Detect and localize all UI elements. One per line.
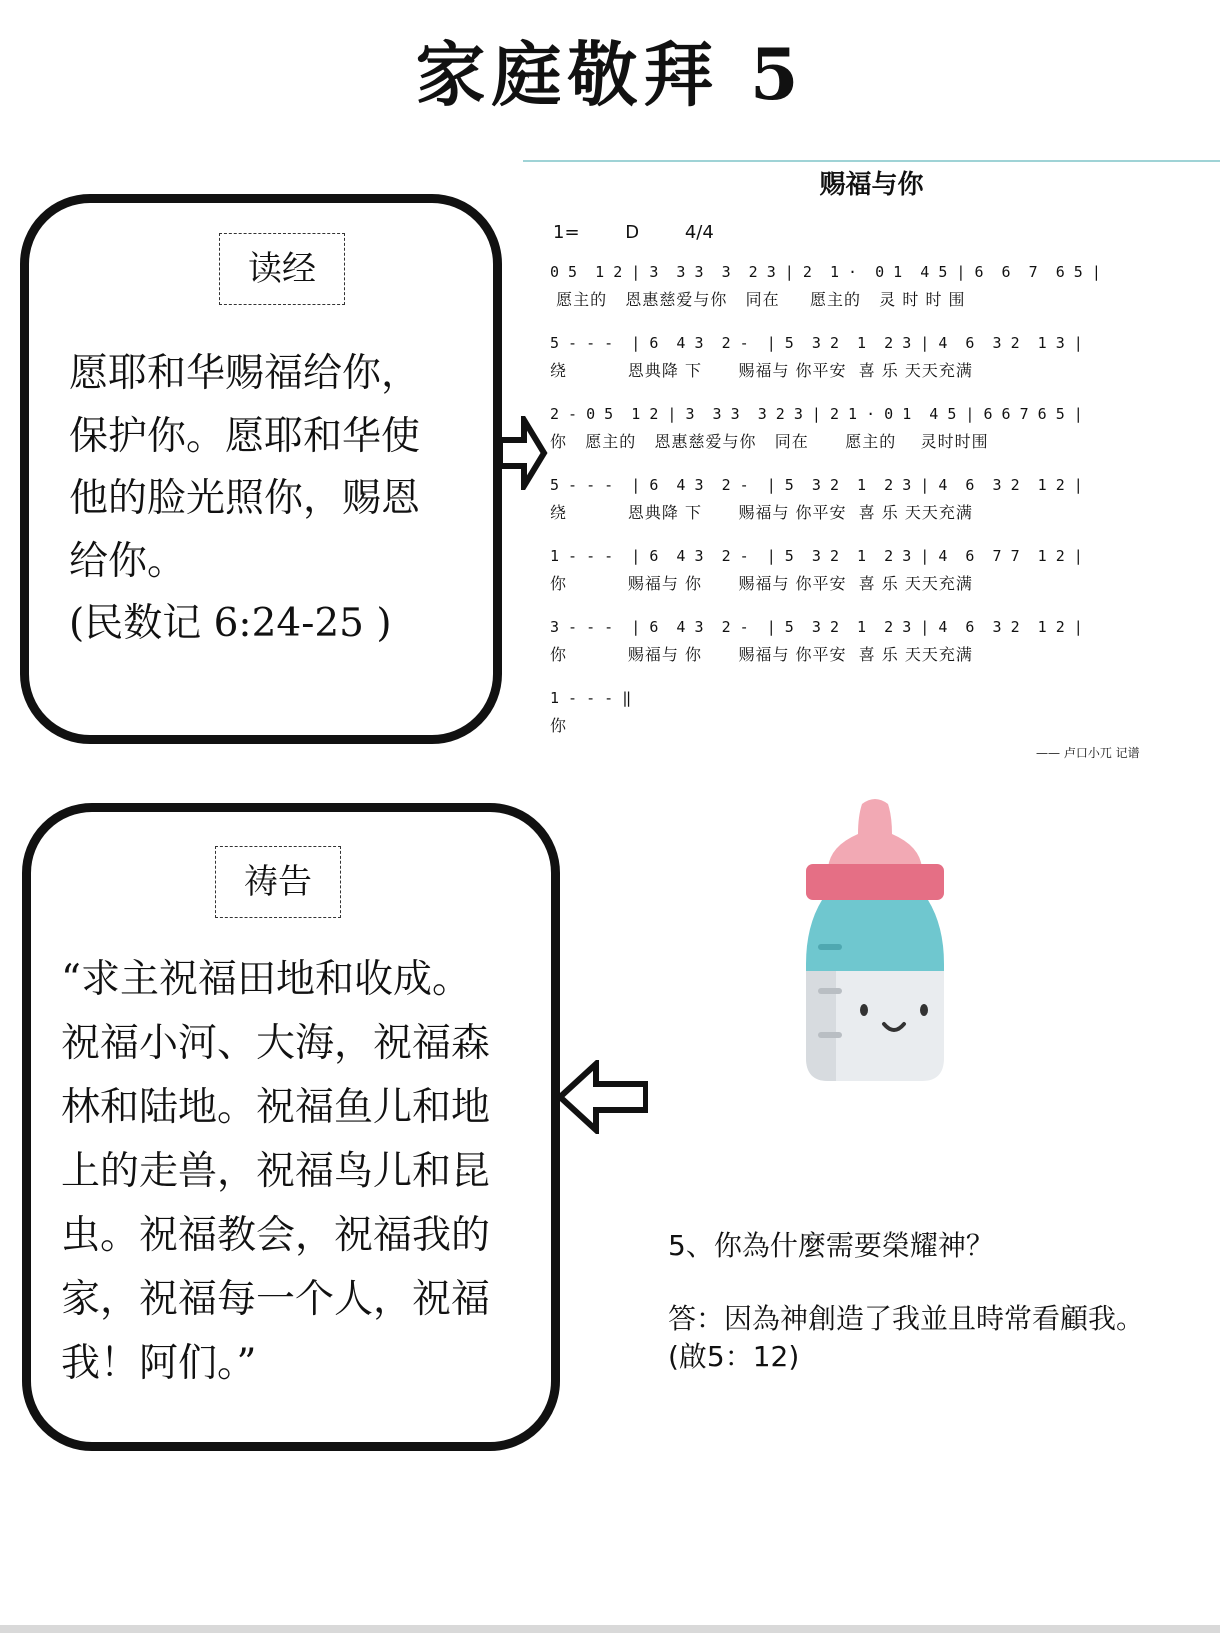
song-notes: 1 - - - | 6 4 3 2 - | 5 3 2 1 2 3 | 4 6 7 7 1 2 | (550, 547, 1083, 565)
song-notes: 2 - 0 5 1 2 | 3 3 3 3 2 3 | 2 1 · 0 1 4 5 | 6 6 7 6 5 | (550, 405, 1083, 423)
prayer-line: 祝福小河、大海，祝福森 (61, 1021, 491, 1066)
reading-line: 他的脸光照你，赐恩 (69, 476, 421, 521)
song-lyrics: 你 赐福与 你 赐福与 你平安 喜 乐 天天充满 (550, 645, 973, 664)
reading-line: 保护你。愿耶和华使 (69, 413, 421, 459)
reading-label: 读经 (219, 233, 345, 305)
song-lyrics: 绕 恩典降 下 赐福与 你平安 喜 乐 天天充满 (550, 361, 973, 380)
song-time: 4/4 (684, 222, 714, 243)
prayer-line: 林和陆地。祝福鱼儿和地 (61, 1085, 491, 1130)
prayer-line: 上的走兽，祝福鸟儿和昆 (61, 1149, 491, 1194)
song-lyrics: 你 赐福与 你 赐福与 你平安 喜 乐 天天充满 (550, 574, 973, 593)
song-notes: 5 - - - | 6 4 3 2 - | 5 3 2 1 2 3 | 4 6 3 2 1 3 | (550, 334, 1083, 352)
reading-reference: (民数记 6:24-25 ) (69, 601, 392, 646)
song-lyrics: 你 愿主的 恩惠慈爱与你 同在 愿主的 灵时时围 (550, 432, 989, 451)
song-row (550, 257, 1200, 327)
song-title: 赐福与你 (819, 170, 924, 200)
song-notes: 1 - - - ‖ (550, 689, 632, 707)
song-meta (553, 222, 714, 243)
song-row (550, 328, 1200, 398)
song-lyrics: 绕 恩典降 下 赐福与 你平安 喜 乐 天天充满 (550, 503, 973, 522)
prayer-box (22, 803, 560, 1451)
left-arrow-icon (556, 1060, 648, 1134)
song-notes: 5 - - - | 6 4 3 2 - | 5 3 2 1 2 3 | 4 6 3 2 1 2 | (550, 476, 1083, 494)
prayer-label: 祷告 (215, 846, 341, 918)
song-row (550, 470, 1200, 540)
song-row (550, 683, 1200, 753)
song-lyrics: 你 (550, 716, 568, 735)
song-key: 1= D (553, 222, 640, 243)
song-lyrics: 愿主的 恩惠慈爱与你 同在 愿主的 灵 时 时 围 (550, 290, 966, 309)
song-notes: 3 - - - | 6 4 3 2 - | 5 3 2 1 2 3 | 4 6 3 2 1 2 | (550, 618, 1083, 636)
prayer-line: 家，祝福每一个人，祝福 (61, 1277, 491, 1322)
reading-line: 愿耶和华赐福给你， (69, 351, 421, 396)
reading-text (69, 343, 479, 656)
prayer-line: 我！阿们。” (61, 1341, 257, 1386)
bottom-bar (0, 1625, 1220, 1633)
right-arrow-icon (498, 416, 548, 490)
prayer-line: 虫。祝福教会，祝福我的 (61, 1213, 491, 1258)
catechism-answer: 答：因為神創造了我並且時常看顧我。(啟5：12) (668, 1302, 1145, 1373)
song-row (550, 612, 1200, 682)
song-notes: 0 5 1 2 | 3 3 3 3 2 3 | 2 1 · 0 1 4 5 | 6 6 7 6 5 | (550, 263, 1101, 281)
song-divider (523, 160, 1220, 162)
song-row (550, 541, 1200, 611)
catechism-question: 5、你為什麼需要榮耀神？ (668, 1229, 994, 1262)
prayer-text (61, 948, 537, 1396)
song-credit: —— 卢口小兀 记谱 (1036, 746, 1140, 760)
prayer-line: “求主祝福田地和收成。 (61, 957, 471, 1002)
page-title: 家庭敬拜 5 (415, 33, 805, 116)
baby-bottle-icon (800, 796, 950, 1086)
reading-line: 给你。 (69, 538, 187, 584)
reading-box (20, 194, 502, 744)
song-row (550, 399, 1200, 469)
